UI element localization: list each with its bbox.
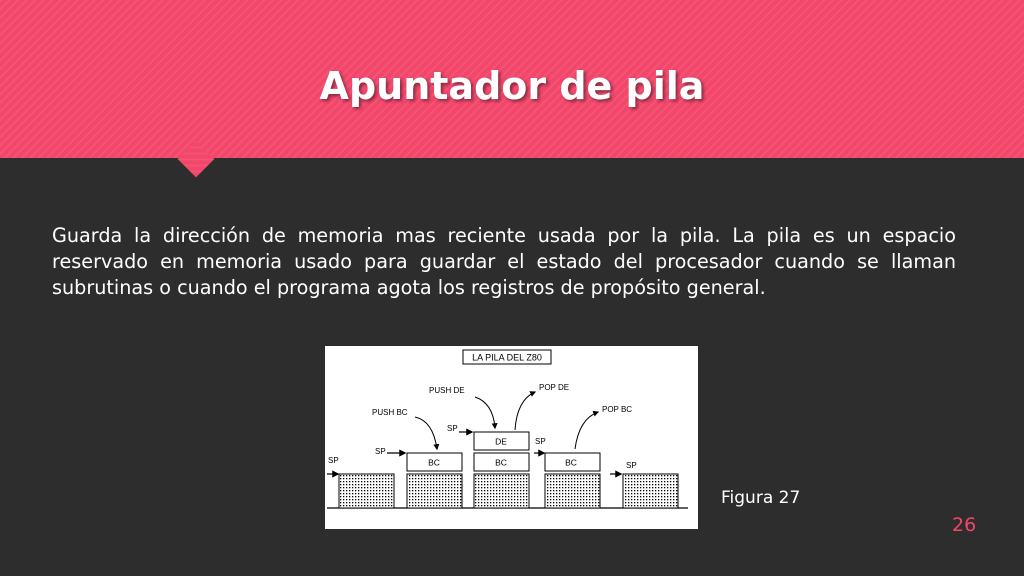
bc-label-2: BC	[495, 457, 507, 468]
pop-bc-label: POP BC	[602, 405, 633, 414]
bc-label-1: BC	[428, 457, 440, 468]
stack-column-4	[545, 474, 600, 508]
body-paragraph: Guarda la dirección de memoria mas reciente usada por la pila. La pila es un espacio reservado en memoria usado para guardar el estado del procesador cuando se llaman subrutinas o cuando el programa agota los registros de propósito general.	[52, 224, 956, 299]
page-number: 26	[952, 514, 977, 536]
pop-de-arrow	[515, 392, 535, 430]
stack-column-5	[623, 474, 678, 508]
stack-column-2	[407, 474, 462, 508]
sp-label-5: SP	[626, 461, 637, 470]
pop-de-label: POP DE	[539, 383, 570, 392]
push-bc-label: PUSH BC	[372, 408, 408, 417]
stack-column-3	[474, 474, 529, 508]
figure-caption: Figura 27	[721, 488, 801, 508]
push-bc-arrow	[415, 417, 437, 449]
push-de-arrow	[475, 397, 495, 428]
sp-label-2: SP	[375, 447, 386, 456]
sp-label-3: SP	[447, 424, 458, 433]
stack-diagram	[325, 346, 698, 529]
stack-column-1	[339, 474, 394, 508]
sp-label-4: SP	[535, 437, 546, 446]
pop-bc-arrow	[575, 412, 598, 449]
push-de-label: PUSH DE	[429, 386, 465, 395]
de-label: DE	[495, 436, 507, 447]
figure-title: LA PILA DEL Z80	[472, 352, 542, 363]
sp-label-1: SP	[328, 456, 339, 465]
bc-label-3: BC	[565, 457, 577, 468]
slide-title: Apuntador de pila	[319, 64, 705, 108]
